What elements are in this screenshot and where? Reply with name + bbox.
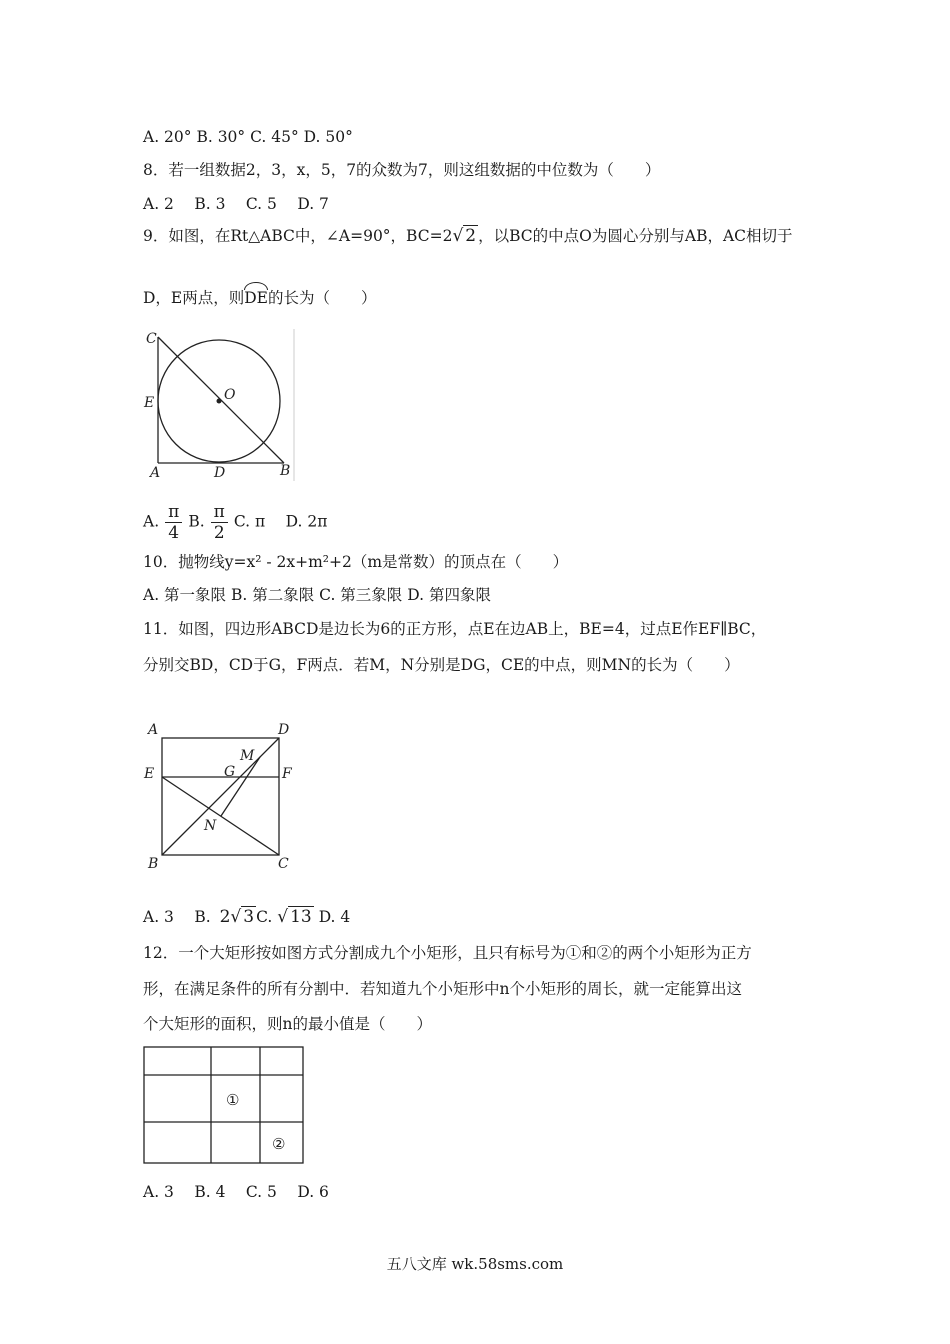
- q11-label-b: B: [148, 856, 159, 872]
- q11-label-f: F: [282, 766, 292, 782]
- q9-stem-line1: [143, 226, 793, 246]
- q11-stem-line2: 分别交BD，CD于G，F两点．若M，N分别是DG，CE的中点，则MN的长为（ ）: [143, 656, 740, 674]
- q9-arc-de: DE: [244, 289, 268, 307]
- q11-opt-d: D. 4: [318, 908, 351, 926]
- q7-options: A. 20° B. 30° C. 45° D. 50°: [143, 128, 353, 146]
- q9-sqrt-value: 2: [465, 226, 477, 246]
- q11-opt-c-sqrt: √: [277, 907, 289, 927]
- q9-label-d: D: [214, 465, 226, 481]
- q9-sqrt-symbol: √: [452, 226, 464, 246]
- q9-label-b: B: [280, 463, 291, 479]
- q11-opt-b-sqrt: √: [230, 907, 242, 927]
- q9-sqrt2: [452, 226, 478, 246]
- q9-stem-part1: 9．如图，在Rt△ABC中，∠A=90°，BC=2: [143, 227, 453, 245]
- q9-opt-b-den: 2: [213, 523, 225, 543]
- q9-label-a: A: [150, 465, 161, 481]
- q12-label-2: ②: [272, 1135, 286, 1153]
- q9-opt-b-frac: [211, 502, 228, 543]
- q11-label-d: D: [278, 722, 290, 738]
- q9-opt-cd: C. π D. 2π: [233, 512, 328, 531]
- footer-watermark: 五八文库 wk.58sms.com: [386, 1255, 564, 1273]
- q8-options: A. 2 B. 3 C. 5 D. 7: [143, 195, 329, 213]
- q11-label-e: E: [144, 766, 155, 782]
- q8-stem: 8．若一组数据2，3，x，5，7的众数为7，则这组数据的中位数为（ ）: [143, 161, 661, 179]
- q11-opt-c-rad: [277, 907, 313, 927]
- q9-label-c: C: [146, 331, 157, 347]
- q11-label-c: C: [278, 856, 289, 872]
- q9-stem-part2: ，以BC的中点O为圆心分别与AB，AC相切于: [478, 227, 793, 245]
- q9-opt-a-frac: [165, 502, 182, 543]
- q9-opt-a-den: 4: [168, 523, 180, 543]
- q11-opt-b-coef: 2: [219, 907, 231, 927]
- q11-label-g: G: [224, 764, 236, 780]
- q9-label-o: O: [224, 387, 236, 403]
- q9-opt-b-label: B.: [188, 512, 205, 531]
- q12-stem-line3: 个大矩形的面积，则n的最小值是（ ）: [143, 1015, 432, 1033]
- q12-stem-line2: 形，在满足条件的所有分割中．若知道九个小矩形中n个小矩形的周长，就一定能算出这: [143, 980, 742, 998]
- q9-label-e: E: [144, 395, 155, 411]
- q11-opt-c-rad-value: 13: [290, 907, 312, 927]
- q9-opt-b-num: π: [211, 502, 228, 523]
- q11-label-n: N: [204, 818, 217, 834]
- q12-stem-line1: 12．一个大矩形按如图方式分割成九个小矩形，且只有标号为①和②的两个小矩形为正方: [143, 944, 752, 962]
- q10-options: A. 第一象限 B. 第二象限 C. 第三象限 D. 第四象限: [143, 586, 491, 604]
- q12-label-1: ①: [226, 1091, 240, 1109]
- q12-options: A. 3 B. 4 C. 5 D. 6: [143, 1183, 329, 1201]
- q9-opt-a-label: A.: [143, 512, 160, 531]
- q11-figure: [140, 716, 300, 876]
- q11-options: [143, 907, 350, 927]
- q12-figure: [142, 1045, 308, 1169]
- q9-stem2-part1: D，E两点，则: [143, 289, 245, 307]
- q9-stem2-part2: 的长为（ ）: [268, 289, 377, 307]
- q11-stem-line1: 11．如图，四边形ABCD是边长为6的正方形，点E在边AB上，BE=4，过点E作EF∥BC，: [143, 620, 767, 638]
- q11-opt-b-rad: [230, 907, 256, 927]
- q9-options: [143, 502, 327, 543]
- q10-stem: 10．抛物线y=x² - 2x+m²+2（m是常数）的顶点在（ ）: [143, 553, 569, 571]
- q11-label-a: A: [148, 722, 159, 738]
- q11-label-m: M: [240, 748, 255, 764]
- q11-opt-b-rad-value: 3: [243, 907, 255, 927]
- q11-opt-a: A. 3 B.: [143, 908, 211, 926]
- q9-figure: [140, 325, 300, 485]
- q9-opt-a-num: π: [165, 502, 182, 523]
- q9-stem-line2: [143, 288, 377, 308]
- q11-opt-c-label: C.: [256, 908, 273, 926]
